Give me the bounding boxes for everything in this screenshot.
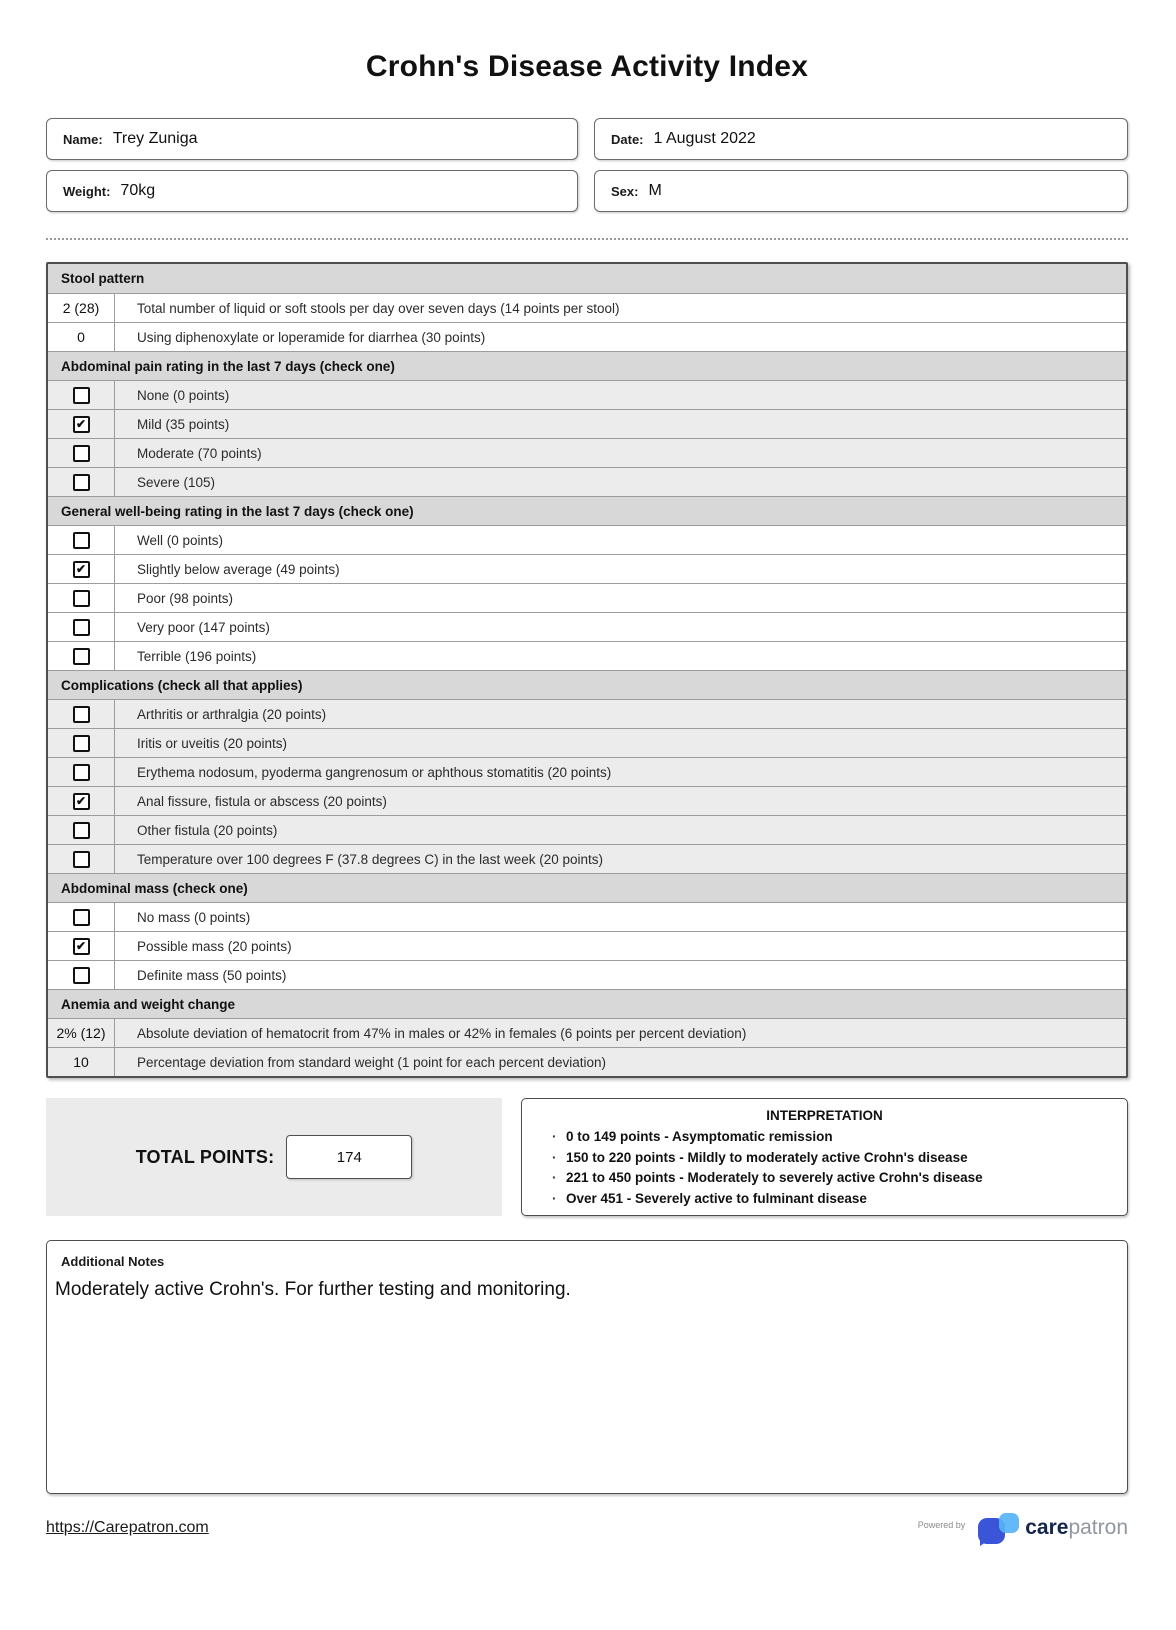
table-row	[48, 438, 1126, 467]
dotted-divider	[46, 238, 1128, 240]
checkbox-cell	[48, 613, 115, 641]
weight-field[interactable]	[46, 170, 578, 212]
checkbox-cell	[48, 642, 115, 670]
interpretation-text: 221 to 450 points - Moderately to severely active Crohn's disease	[566, 1170, 983, 1185]
checkbox-cell	[48, 555, 115, 583]
table-row	[48, 931, 1126, 960]
table-row	[48, 612, 1126, 641]
checkbox[interactable]	[73, 445, 90, 462]
total-points-panel	[46, 1098, 502, 1216]
row-label: Possible mass (20 points)	[137, 938, 292, 954]
row-label: Iritis or uveitis (20 points)	[137, 735, 288, 751]
interpretation-text: 150 to 220 points - Mildly to moderately active Crohn's disease	[566, 1149, 968, 1165]
checked-checkbox[interactable]: ✔	[73, 938, 90, 955]
checkbox[interactable]	[73, 851, 90, 868]
carepatron-brand	[918, 1510, 1128, 1546]
table-row	[48, 293, 1126, 322]
carepatron-logo-icon	[975, 1510, 1021, 1546]
section-header: Abdominal mass (check one)	[48, 873, 1126, 902]
score-value-cell[interactable]: 2 (28)	[48, 294, 115, 322]
score-value-cell[interactable]: 0	[48, 323, 115, 351]
row-label: Terrible (196 points)	[137, 648, 257, 664]
table-row	[48, 525, 1126, 554]
table-row	[48, 844, 1126, 873]
section-header: Complications (check all that applies)	[48, 670, 1126, 699]
row-label: Well (0 points)	[137, 532, 224, 548]
row-label: Definite mass (50 points)	[137, 967, 287, 983]
table-row	[48, 728, 1126, 757]
row-label: Slightly below average (49 points)	[137, 561, 340, 577]
section-header: Anemia and weight change	[48, 989, 1126, 1018]
checkbox[interactable]	[73, 619, 90, 636]
row-label: Percentage deviation from standard weight (1 point for each percent deviation)	[137, 1054, 607, 1070]
sex-label: Sex:	[611, 183, 639, 199]
sex-value[interactable]: M	[648, 182, 662, 199]
table-row	[48, 699, 1126, 728]
date-value[interactable]: 1 August 2022	[653, 130, 756, 147]
row-label: Moderate (70 points)	[137, 445, 262, 461]
page-title: Crohn's Disease Activity Index	[365, 50, 809, 83]
checkbox-cell	[48, 903, 115, 931]
checked-checkbox[interactable]: ✔	[73, 793, 90, 810]
cdai-score-table	[46, 262, 1128, 1078]
sex-field[interactable]	[594, 170, 1128, 212]
table-row	[48, 757, 1126, 786]
checkbox[interactable]	[73, 387, 90, 404]
row-label: Other fistula (20 points)	[137, 822, 278, 838]
checked-checkbox[interactable]: ✔	[73, 561, 90, 578]
name-value[interactable]: Trey Zuniga	[112, 130, 198, 147]
total-points-label: TOTAL POINTS:	[135, 1146, 275, 1167]
bullet-dot-icon: ·	[552, 1149, 557, 1165]
section-header: Stool pattern	[48, 264, 1126, 293]
additional-notes-label: Additional Notes	[61, 1254, 165, 1269]
patient-fields	[46, 118, 1128, 212]
checkbox-cell	[48, 758, 115, 786]
brand-patron: patron	[1068, 1516, 1128, 1539]
section-header: Abdominal pain rating in the last 7 days (check one)	[48, 351, 1126, 380]
row-label: Mild (35 points)	[137, 416, 230, 432]
footer	[46, 1510, 1128, 1546]
checkbox[interactable]	[73, 590, 90, 607]
row-label: Absolute deviation of hematocrit from 47% in males or 42% in females (6 points per percent deviation)	[137, 1025, 747, 1041]
interpretation-text: 0 to 149 points - Asymptomatic remission	[566, 1129, 833, 1144]
checkbox[interactable]	[73, 764, 90, 781]
checkbox-cell	[48, 381, 115, 409]
row-label: Using diphenoxylate or loperamide for diarrhea (30 points)	[137, 329, 486, 345]
table-row	[48, 786, 1126, 815]
powered-by-label: Powered by	[917, 1520, 966, 1530]
interpretation-item	[552, 1189, 1127, 1210]
table-row	[48, 467, 1126, 496]
row-label: Poor (98 points)	[137, 590, 234, 606]
interpretation-list	[522, 1127, 1127, 1209]
table-row	[48, 409, 1126, 438]
interpretation-item	[552, 1168, 1127, 1189]
results-row	[46, 1098, 1128, 1216]
checkbox-cell	[48, 787, 115, 815]
date-label: Date:	[611, 131, 644, 147]
checkbox[interactable]	[73, 532, 90, 549]
row-label: Arthritis or arthralgia (20 points)	[137, 706, 327, 722]
bullet-dot-icon: ·	[552, 1129, 557, 1144]
checkbox-cell	[48, 932, 115, 960]
checkbox[interactable]	[73, 909, 90, 926]
row-label: No mass (0 points)	[137, 909, 251, 925]
carepatron-link[interactable]: https://Carepatron.com	[46, 1519, 209, 1536]
date-field[interactable]	[594, 118, 1128, 160]
checkbox-cell	[48, 526, 115, 554]
interpretation-box	[521, 1098, 1128, 1216]
checkbox[interactable]	[73, 735, 90, 752]
name-label: Name:	[63, 131, 103, 147]
total-points-value[interactable]: 174	[286, 1135, 412, 1179]
section-header: General well-being rating in the last 7 days (check one)	[48, 496, 1126, 525]
checkbox-cell	[48, 468, 115, 496]
table-row	[48, 1018, 1126, 1047]
row-label: Very poor (147 points)	[137, 619, 270, 635]
row-label: Total number of liquid or soft stools per day over seven days (14 points per stool)	[137, 300, 620, 316]
table-row	[48, 380, 1126, 409]
checkbox[interactable]	[73, 822, 90, 839]
checkbox-cell	[48, 410, 115, 438]
checkbox-cell	[48, 816, 115, 844]
checkbox-cell	[48, 961, 115, 989]
row-label: None (0 points)	[137, 387, 230, 403]
checkbox-cell	[48, 700, 115, 728]
checkbox-cell	[48, 845, 115, 873]
interpretation-item	[552, 1127, 1127, 1148]
table-row	[48, 554, 1126, 583]
score-value-cell[interactable]: 2% (12)	[48, 1019, 115, 1047]
additional-notes-box[interactable]	[46, 1240, 1128, 1494]
weight-label: Weight:	[63, 183, 111, 199]
weight-value[interactable]: 70kg	[120, 182, 156, 199]
checked-checkbox[interactable]: ✔	[73, 416, 90, 433]
score-value-cell[interactable]: 10	[48, 1048, 115, 1076]
checkbox-cell	[48, 584, 115, 612]
checkbox[interactable]	[73, 967, 90, 984]
table-row	[48, 902, 1126, 931]
table-row	[48, 322, 1126, 351]
checkbox-cell	[48, 439, 115, 467]
checkbox-cell	[48, 729, 115, 757]
row-label: Temperature over 100 degrees F (37.8 degrees C) in the last week (20 points)	[137, 851, 603, 867]
row-label: Anal fissure, fistula or abscess (20 points)	[137, 793, 387, 809]
brand-care: care	[1025, 1516, 1069, 1539]
row-label: Severe (105)	[137, 474, 216, 490]
checkbox[interactable]	[73, 474, 90, 491]
bullet-dot-icon: ·	[552, 1170, 557, 1185]
checkbox[interactable]	[73, 706, 90, 723]
table-row	[48, 960, 1126, 989]
row-label: Erythema nodosum, pyoderma gangrenosum or aphthous stomatitis (20 points)	[137, 764, 612, 780]
brand-wordmark	[1025, 1516, 1128, 1540]
table-row	[48, 815, 1126, 844]
bullet-dot-icon: ·	[552, 1190, 557, 1206]
interpretation-title: INTERPRETATION	[766, 1108, 883, 1123]
interpretation-text: Over 451 - Severely active to fulminant disease	[566, 1190, 867, 1206]
table-row	[48, 583, 1126, 612]
interpretation-item	[552, 1148, 1127, 1169]
table-row	[48, 641, 1126, 670]
name-field[interactable]	[46, 118, 578, 160]
additional-notes-text[interactable]: Moderately active Crohn's. For further testing and monitoring.	[55, 1279, 571, 1300]
table-row	[48, 1047, 1126, 1076]
checkbox[interactable]	[73, 648, 90, 665]
